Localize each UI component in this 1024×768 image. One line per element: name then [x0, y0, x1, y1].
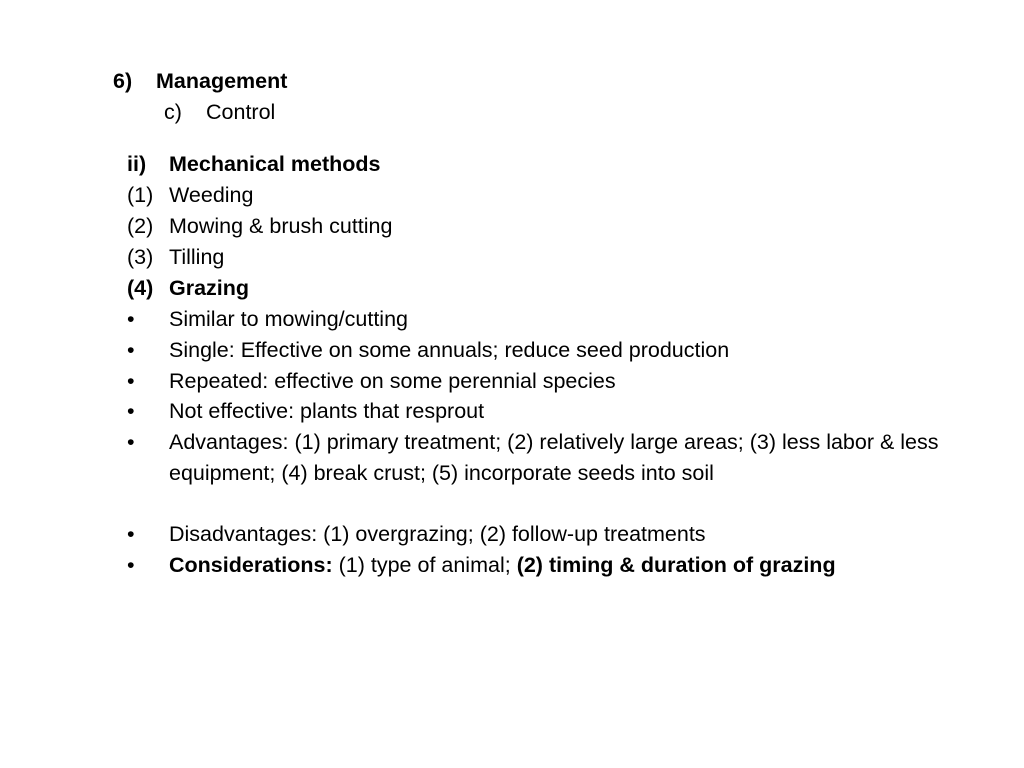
list-item-label: Tilling: [169, 245, 225, 269]
list-item-marker: (4): [127, 276, 154, 300]
list-item-label: Weeding: [169, 183, 254, 207]
bullet-icon: •: [127, 399, 135, 423]
bullet-text: Advantages: (1) primary treatment; (2) relatively large areas; (3) less labor & less equipment; (4) break crust; (5) incorporate seeds into soil: [169, 430, 939, 485]
bullet-text: Repeated: effective on some perennial species: [169, 369, 616, 393]
bullet-icon: •: [127, 553, 135, 577]
bullet-text-considerations: [169, 550, 889, 581]
considerations-part1: (1) type of animal;: [332, 553, 517, 577]
list-item-marker: (3): [127, 245, 154, 269]
list-item-marker: (1): [127, 183, 154, 207]
considerations-part2: (2) timing & duration of grazing: [516, 553, 836, 577]
sub-marker: c): [164, 100, 182, 124]
considerations-label: Considerations:: [169, 553, 333, 577]
section-number: 6): [113, 69, 133, 93]
list-item-label: Mowing & brush cutting: [169, 214, 393, 238]
sub-title: Control: [206, 100, 276, 124]
bullet-text: Single: Effective on some annuals; reduce seed production: [169, 338, 730, 362]
list-item-label: Grazing: [169, 276, 250, 300]
bullet-icon: •: [127, 430, 135, 454]
bullet-icon: •: [127, 338, 135, 362]
section-title: Management: [156, 69, 288, 93]
subsection-marker: ii): [127, 152, 147, 176]
subsection-title: Mechanical methods: [169, 152, 381, 176]
list-item-marker: (2): [127, 214, 154, 238]
bullet-icon: •: [127, 307, 135, 331]
bullet-icon: •: [127, 522, 135, 546]
bullet-text: Disadvantages: (1) overgrazing; (2) follow-up treatments: [169, 522, 706, 546]
bullet-text: Not effective: plants that resprout: [169, 399, 485, 423]
bullet-text: Similar to mowing/cutting: [169, 307, 408, 331]
bullet-icon: •: [127, 369, 135, 393]
